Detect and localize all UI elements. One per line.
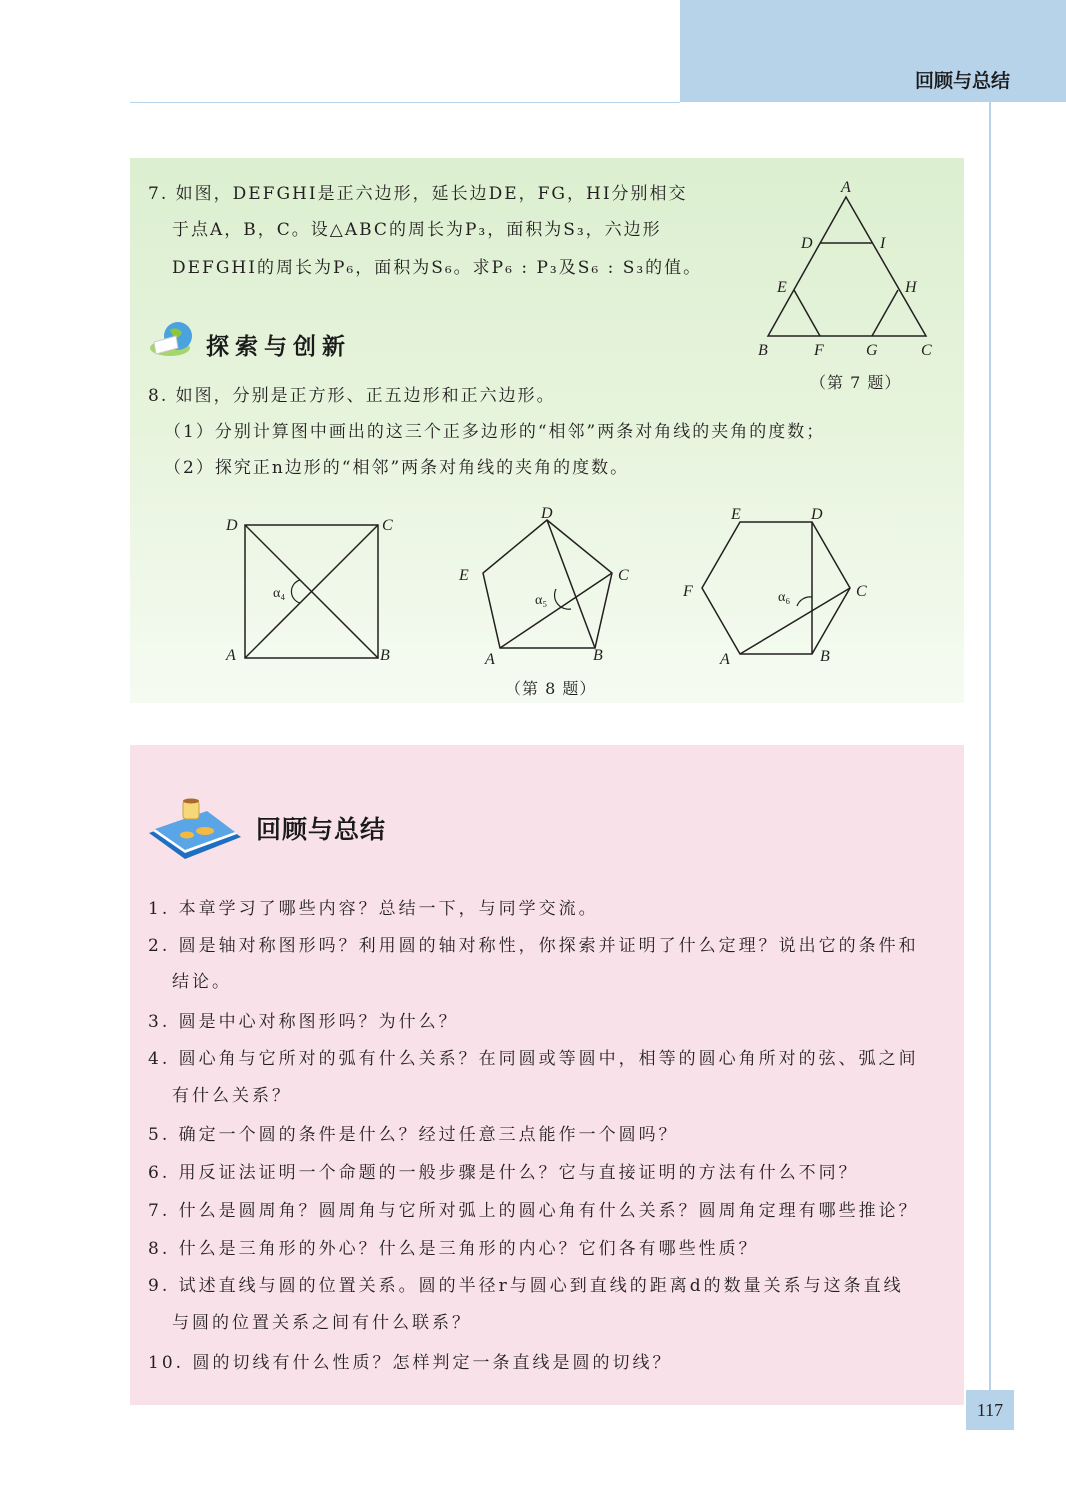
hexagon-label-F: F — [683, 583, 693, 600]
label-G: G — [866, 342, 878, 359]
hexagon-label-C: C — [856, 583, 867, 600]
review-question-7: 7. 什么是圆周角？圆周角与它所对弧上的圆心角有什么关系？圆周角定理有哪些推论？ — [148, 1201, 919, 1221]
exercise-7-caption: （第 7 题） — [810, 373, 902, 392]
globe-paper-icon — [148, 318, 200, 360]
exercise-7-line-2: 于点A，B，C。设△ABC的周长为P₃，面积为S₃，六边形 — [172, 220, 662, 240]
review-question-4-cont: 有什么关系？ — [172, 1086, 292, 1106]
square-label-B: B — [380, 647, 390, 664]
hexagon-label-D: D — [811, 506, 823, 523]
square-label-C: C — [382, 517, 393, 534]
pentagon-label-C: C — [618, 567, 629, 584]
label-C: C — [921, 342, 932, 359]
label-H: H — [905, 279, 917, 296]
label-B: B — [758, 342, 768, 359]
square-figure — [220, 510, 410, 675]
review-question-5: 5. 确定一个圆的条件是什么？经过任意三点能作一个圆吗？ — [148, 1125, 679, 1145]
review-heading: 回顾与总结 — [256, 815, 387, 844]
page-number: 117 — [966, 1390, 1014, 1430]
explore-heading: 探索与创新 — [206, 334, 351, 360]
exercise-8-caption: （第 8 题） — [505, 679, 597, 698]
review-question-3: 3. 圆是中心对称图形吗？为什么？ — [148, 1012, 459, 1032]
hexagon-figure — [680, 500, 880, 670]
review-question-9: 9. 试述直线与圆的位置关系。圆的半径r与圆心到直线的距离d的数量关系与这条直线 — [148, 1276, 904, 1296]
exercise-7-line-1: 7. 如图，DEFGHI是正六边形，延长边DE，FG，HI分别相交 — [148, 184, 688, 204]
pentagon-label-A: A — [485, 651, 495, 668]
pentagon-label-B: B — [593, 647, 603, 664]
hexagon-angle-label: α₆ — [778, 590, 791, 605]
review-question-1: 1. 本章学习了哪些内容？总结一下，与同学交流。 — [148, 899, 599, 919]
exercise-7-line-3: DEFGHI的周长为P₆，面积为S₆。求P₆ : P₃及S₆ : S₃的值。 — [172, 258, 703, 278]
book-cup-icon — [145, 795, 245, 865]
label-E: E — [777, 279, 787, 296]
square-angle-label: α₄ — [273, 586, 286, 601]
review-question-2-cont: 结论。 — [172, 972, 232, 992]
pentagon-label-E: E — [459, 567, 469, 584]
question-8-line-3: （2）探究正n边形的“相邻”两条对角线的夹角的度数。 — [164, 458, 630, 478]
square-label-D: D — [226, 517, 238, 534]
review-question-10: 10. 圆的切线有什么性质？怎样判定一条直线是圆的切线？ — [148, 1353, 673, 1373]
review-question-2: 2. 圆是轴对称图形吗？利用圆的轴对称性，你探索并证明了什么定理？说出它的条件和 — [148, 936, 919, 956]
pentagon-label-D: D — [541, 505, 553, 522]
label-D: D — [801, 235, 813, 252]
review-question-6: 6. 用反证法证明一个命题的一般步骤是什么？它与直接证明的方法有什么不同？ — [148, 1163, 859, 1183]
header-title: 回顾与总结 — [914, 70, 1010, 92]
review-question-4: 4. 圆心角与它所对的弧有什么关系？在同圆或等圆中，相等的圆心角所对的弦、弧之间 — [148, 1049, 919, 1069]
label-I: I — [880, 235, 886, 252]
label-F: F — [814, 342, 824, 359]
margin-rule — [989, 102, 991, 1402]
review-question-9-cont: 与圆的位置关系之间有什么联系？ — [172, 1313, 472, 1333]
hexagon-label-B: B — [820, 648, 830, 665]
hexagon-label-E: E — [731, 506, 741, 523]
label-A: A — [841, 179, 851, 196]
header-rule — [130, 102, 680, 103]
square-label-A: A — [226, 647, 236, 664]
review-question-8: 8. 什么是三角形的外心？什么是三角形的内心？它们各有哪些性质？ — [148, 1239, 759, 1259]
pentagon-figure — [455, 500, 645, 670]
question-8-line-1: 8. 如图，分别是正方形、正五边形和正六边形。 — [148, 386, 556, 406]
pentagon-angle-label: α₅ — [535, 593, 548, 608]
question-8-line-2: （1）分别计算图中画出的这三个正多边形的“相邻”两条对角线的夹角的度数； — [164, 422, 826, 442]
exercise-7-figure — [750, 175, 950, 370]
hexagon-label-A: A — [720, 651, 730, 668]
